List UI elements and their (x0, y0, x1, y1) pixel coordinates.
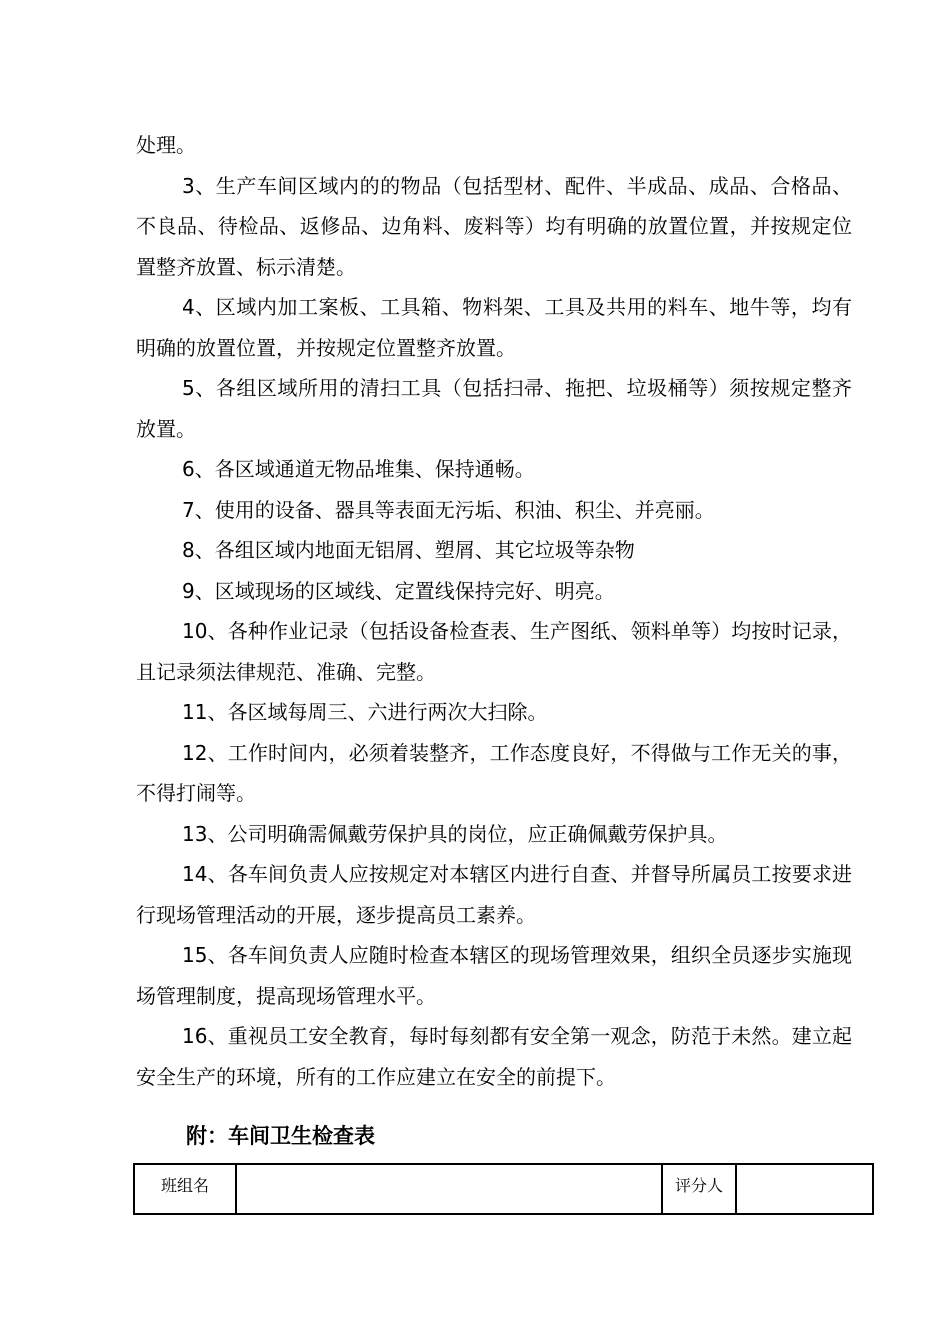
table-row (134, 1164, 873, 1214)
paragraph-item-16: 16、重视员工安全教育，每时每刻都有安全第一观念，防范于未然。建立起安全生产的环境，所有的工作应建立在安全的前提下。 (136, 1024, 852, 1089)
scorer-label: 评分人 (662, 1164, 736, 1214)
paragraph-item-14: 14、各车间负责人应按规定对本辖区内进行自查、并督导所属员工按要求进行现场管理活动的开展，逐步提高员工素养。 (136, 862, 852, 927)
hygiene-check-table (133, 1163, 874, 1215)
paragraph-item-5: 5、各组区域所用的清扫工具（包括扫帚、拖把、垃圾桶等）须按规定整齐放置。 (136, 376, 852, 441)
paragraph-item-12: 12、工作时间内，必须着装整齐，工作态度良好，不得做与工作无关的事，不得打闹等。 (136, 740, 852, 805)
document-body (136, 125, 852, 1097)
scorer-field[interactable] (736, 1164, 873, 1214)
paragraph-item-13: 13、公司明确需佩戴劳保护具的岗位，应正确佩戴劳保护具。 (182, 821, 728, 846)
team-name-field[interactable] (236, 1164, 662, 1214)
paragraph-item-10: 10、各种作业记录（包括设备检查表、生产图纸、领料单等）均按时记录，且记录须法律规范、准确、完整。 (136, 619, 852, 684)
paragraph-continuation: 处理。 (136, 133, 196, 157)
paragraph-item-11: 11、各区域每周三、六进行两次大扫除。 (182, 700, 548, 724)
paragraph-item-15: 15、各车间负责人应随时检查本辖区的现场管理效果，组织全员逐步实施现场管理制度，提高现场管理水平。 (136, 943, 852, 1008)
paragraph-item-8: 8、各组区域内地面无铝屑、塑屑、其它垃圾等杂物 (182, 538, 635, 562)
appendix-title: 附：车间卫生检查表 (186, 1124, 375, 1148)
paragraph-item-4: 4、区域内加工案板、工具箱、物料架、工具及共用的料车、地牛等，均有明确的放置位置，并按规定位置整齐放置。 (136, 295, 852, 360)
team-name-label: 班组名 (134, 1164, 236, 1214)
paragraph-item-3: 3、生产车间区域内的的物品（包括型材、配件、半成品、成品、合格品、不良品、待检品、返修品、边角料、废料等）均有明确的放置位置，并按规定位置整齐放置、标示清楚。 (136, 173, 852, 279)
paragraph-item-9: 9、区域现场的区域线、定置线保持完好、明亮。 (182, 578, 615, 603)
paragraph-item-6: 6、各区域通道无物品堆集、保持通畅。 (182, 457, 535, 481)
paragraph-item-7: 7、使用的设备、器具等表面无污垢、积油、积尘、并亮丽。 (182, 497, 715, 522)
